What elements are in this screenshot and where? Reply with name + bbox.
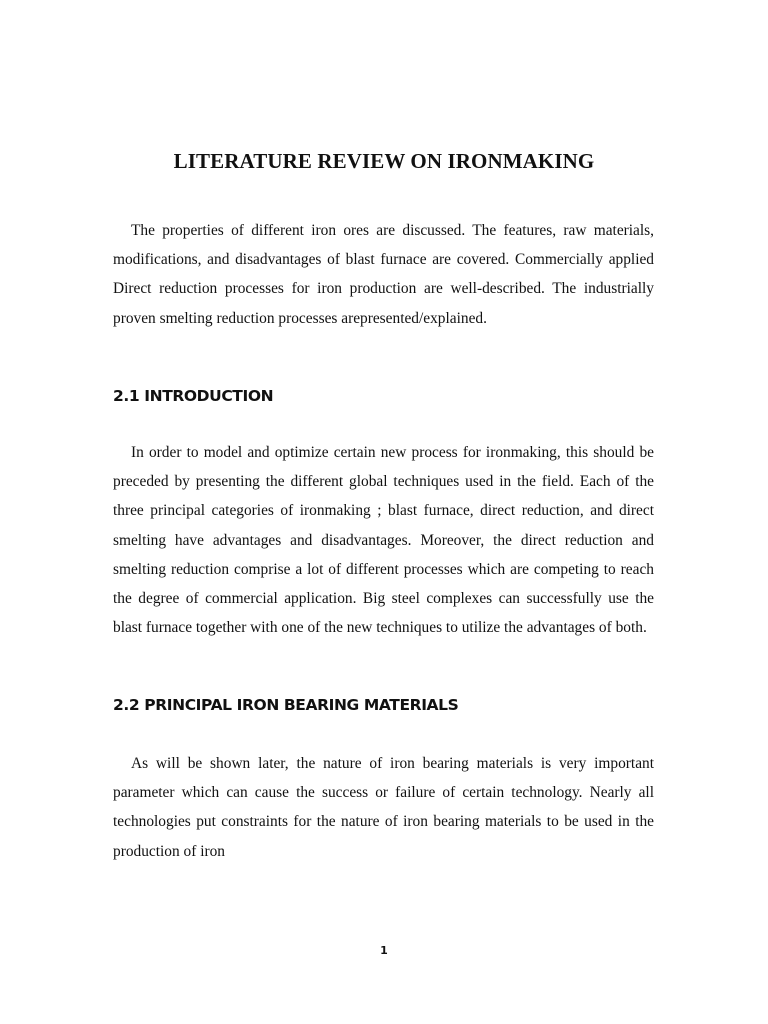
page-number: 1 — [380, 944, 388, 957]
section-heading-iron-bearing-materials: 2.2 PRINCIPAL IRON BEARING MATERIALS — [113, 696, 459, 714]
page-title: LITERATURE REVIEW ON IRONMAKING — [173, 149, 595, 173]
intro-paragraph: The properties of different iron ores are discussed. The features, raw materials, modifications, and disadvantages of blast furnace are covered. Commercially applied Direct reduction processes for iron production are well-described. The industrially proven smelting reduction processes arepresented/explained. — [113, 222, 654, 327]
section-heading-introduction: 2.1 INTRODUCTION — [113, 387, 274, 405]
section-paragraph-iron-bearing-materials: As will be shown later, the nature of iron bearing materials is very important parameter which can cause the success or failure of certain technology. Nearly all technologies put constraints for the nature of iron bearing materials to be used in the production of iron — [113, 755, 654, 860]
section-paragraph-introduction: In order to model and optimize certain new process for ironmaking, this should be preceded by presenting the different global techniques used in the field. Each of the three principal categories of ironmaking ; blast furnace, direct reduction, and direct smelting have advantages and disadvantages. Moreover, the direct reduction and smelting reduction comprise a lot of different processes which are competing to reach the degree of commercial application. Big steel complexes can successfully use the blast furnace together with one of the new techniques to utilize the advantages of both. — [113, 444, 654, 637]
